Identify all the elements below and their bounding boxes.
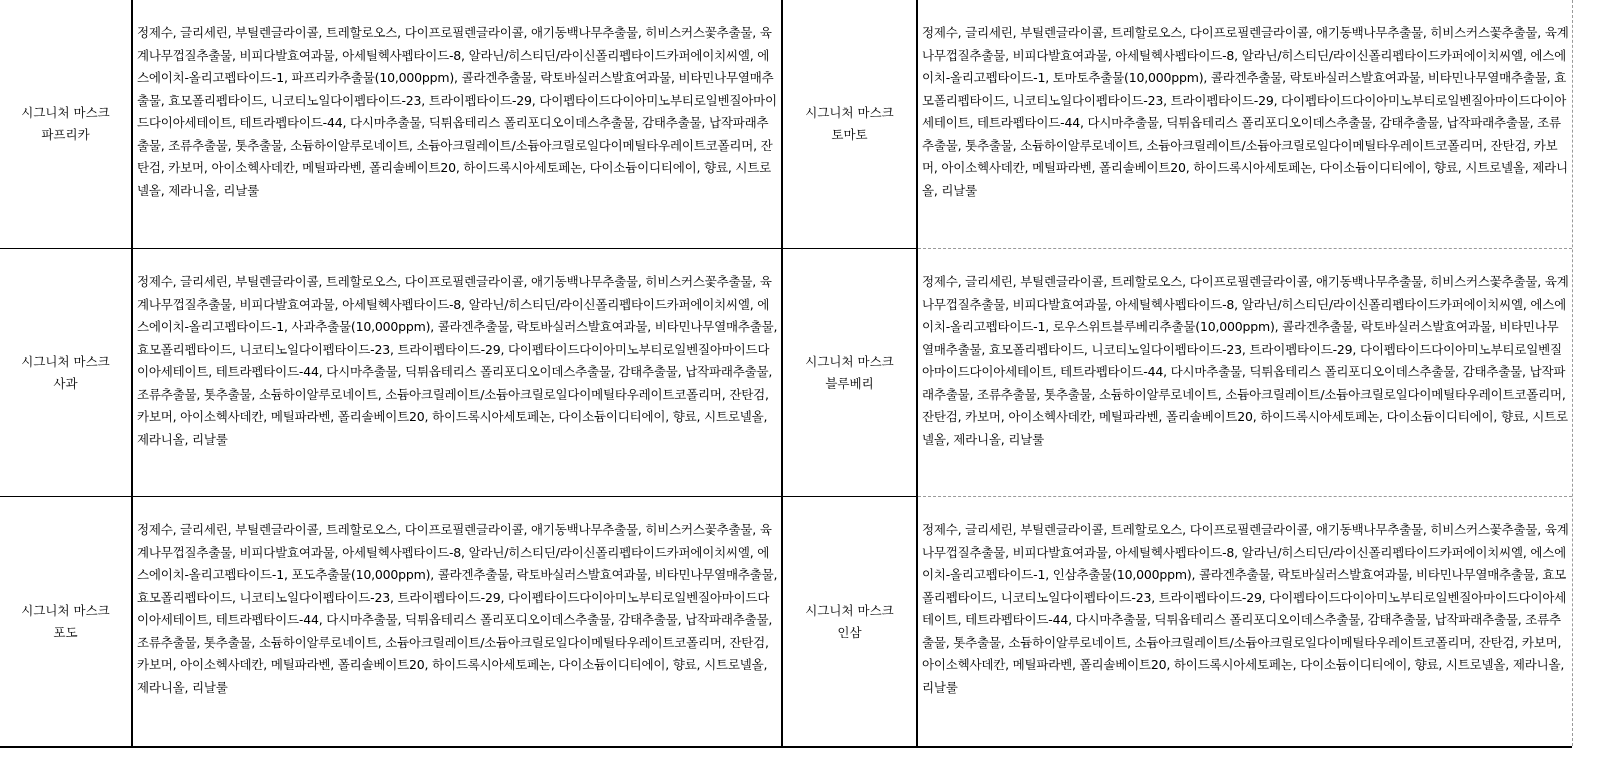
- product-name: 시그니처 마스크 파프리카: [21, 105, 110, 142]
- product-name-cell[interactable]: [0, 0, 133, 249]
- product-name-cell[interactable]: [783, 249, 918, 497]
- ingredients-cell[interactable]: [133, 249, 783, 497]
- ingredients-text: 정제수, 글리세린, 부틸렌글라이콜, 트레할로오스, 다이프로필렌글라이콜, 애기동백나무추출물, 히비스커스꽃추출물, 육계나무껍질추출물, 비피다발효여과물, 아세틸헥사펩타이드-8, 알라닌/히스티딘/라이신폴리펩타이드카퍼에이치씨엘, 에스에이치-올리고펩타이드-1, 파프리카추출물(10,000ppm), 콜라겐추출물, 락토바실러스발효여과물, 비타민나무열매추출물, 효모폴리펩타이드, 니코티노일다이펩타이드-23, 트라이펩타이드-29, 다이펩타이드다이아미노부티로일벤질아마이드다이아세테이트, 테트라펩타이드-44, 다시마추출물, 딕튀옵테리스 폴리포디오이데스추출물, 감태추출물, 납작파래추출물, 조류추출물, 톳추출물, 소듐하이알루로네이트, 소듐아크릴레이트/소듐아크릴로일다이메틸타우레이트코폴리머, 잔탄검, 카보머, 아이소헥사데칸, 메틸파라벤, 폴리솔베이트20, 하이드록시아세토페논, 다이소듐이디티에이, 향료, 시트로넬올, 제라니올, 리날룰: [137, 25, 777, 198]
- ingredients-text: 정제수, 글리세린, 부틸렌글라이콜, 트레할로오스, 다이프로필렌글라이콜, 애기동백나무추출물, 히비스커스꽃추출물, 육계나무껍질추출물, 비피다발효여과물, 아세틸헥사펩타이드-8, 알라닌/히스티딘/라이신폴리펩타이드카퍼에이치씨엘, 에스에이치-올리고펩타이드-1, 로우스위트블루베리추출물(10,000ppm), 콜라겐추출물, 락토바실러스발효여과물, 비타민나무열매추출물, 효모폴리펩타이드, 니코티노일다이펩타이드-23, 트라이펩타이드-29, 다이펩타이드다이아미노부티로일벤질아마이드다이아세테이트, 테트라펩타이드-44, 다시마추출물, 딕튀옵테리스 폴리포디오이데스추출물, 감태추출물, 납작파래추출물, 조류추출물, 톳추출물, 소듐하이알루로네이트, 소듐아크릴레이트/소듐아크릴로일다이메틸타우레이트코폴리머, 잔탄검, 카보머, 아이소헥사데칸, 메틸파라벤, 폴리솔베이트20, 하이드록시아세토페논, 다이소듐이디티에이, 향료, 시트로넬올, 제라니올, 리날룰: [922, 274, 1569, 447]
- product-name: 시그니처 마스크 포도: [21, 602, 110, 640]
- product-name-cell[interactable]: [0, 497, 133, 746]
- product-name: 시그니처 마스크 블루베리: [805, 353, 894, 391]
- product-name-cell[interactable]: [0, 249, 133, 497]
- product-name: 시그니처 마스크 사과: [21, 353, 110, 391]
- ingredients-text: 정제수, 글리세린, 부틸렌글라이콜, 트레할로오스, 다이프로필렌글라이콜, 애기동백나무추출물, 히비스커스꽃추출물, 육계나무껍질추출물, 비피다발효여과물, 아세틸헥사펩타이드-8, 알라닌/히스티딘/라이신폴리펩타이드카퍼에이치씨엘, 에스에이치-올리고펩타이드-1, 포도추출물(10,000ppm), 콜라겐추출물, 락토바실러스발효여과물, 비타민나무열매추출물, 효모폴리펩타이드, 니코티노일다이펩타이드-23, 트라이펩타이드-29, 다이펩타이드다이아미노부티로일벤질아마이드다이아세테이트, 테트라펩타이드-44, 다시마추출물, 딕튀옵테리스 폴리포디오이데스추출물, 감태추출물, 납작파래추출물, 조류추출물, 톳추출물, 소듐하이알루로네이트, 소듐아크릴레이트/소듐아크릴로일다이메틸타우레이트코폴리머, 잔탄검, 카보머, 아이소헥사데칸, 메틸파라벤, 폴리솔베이트20, 하이드록시아세토페논, 다이소듐이디티에이, 향료, 시트로넬올, 제라니올, 리날룰: [137, 522, 778, 695]
- product-name: 시그니처 마스크 인삼: [805, 602, 894, 640]
- ingredients-cell[interactable]: [133, 0, 783, 249]
- product-name-cell[interactable]: [783, 0, 918, 249]
- product-name-cell[interactable]: [783, 497, 918, 746]
- ingredients-cell[interactable]: [918, 249, 1572, 497]
- product-name: 시그니처 마스크 토마토: [805, 105, 894, 142]
- ingredients-cell[interactable]: [918, 0, 1572, 249]
- ingredients-text: 정제수, 글리세린, 부틸렌글라이콜, 트레할로오스, 다이프로필렌글라이콜, 애기동백나무추출물, 히비스커스꽃추출물, 육계나무껍질추출물, 비피다발효여과물, 아세틸헥사펩타이드-8, 알라닌/히스티딘/라이신폴리펩타이드카퍼에이치씨엘, 에스에이치-올리고펩타이드-1, 인삼추출물(10,000ppm), 콜라겐추출물, 락토바실러스발효여과물, 비타민나무열매추출물, 효모폴리펩타이드, 니코티노일다이펩타이드-23, 트라이펩타이드-29, 다이펩타이드다이아미노부티로일벤질아마이드다이아세테이트, 테트라펩타이드-44, 다시마추출물, 딕튀옵테리스 폴리포디오이데스추출물, 감태추출물, 납작파래추출물, 조류추출물, 톳추출물, 소듐하이알루로네이트, 소듐아크릴레이트/소듐아크릴로일다이메틸타우레이트코폴리머, 잔탄검, 카보머, 아이소헥사데칸, 메틸파라벤, 폴리솔베이트20, 하이드록시아세토페논, 다이소듐이디티에이, 향료, 시트로넬올, 제라니올, 리날룰: [922, 522, 1569, 695]
- ingredients-text: 정제수, 글리세린, 부틸렌글라이콜, 트레할로오스, 다이프로필렌글라이콜, 애기동백나무추출물, 히비스커스꽃추출물, 육계나무껍질추출물, 비피다발효여과물, 아세틸헥사펩타이드-8, 알라닌/히스티딘/라이신폴리펩타이드카퍼에이치씨엘, 에스에이치-올리고펩타이드-1, 토마토추출물(10,000ppm), 콜라겐추출물, 락토바실러스발효여과물, 비타민나무열매추출물, 효모폴리펩타이드, 니코티노일다이펩타이드-23, 트라이펩타이드-29, 다이펩타이드다이아미노부티로일벤질아마이드다이아세테이트, 테트라펩타이드-44, 다시마추출물, 딕튀옵테리스 폴리포디오이데스추출물, 감태추출물, 납작파래추출물, 조류추출물, 톳추출물, 소듐하이알루로네이트, 소듐아크릴레이트/소듐아크릴로일다이메틸타우레이트코폴리머, 잔탄검, 카보머, 아이소헥사데칸, 메틸파라벤, 폴리솔베이트20, 하이드록시아세토페논, 다이소듐이디티에이, 향료, 시트로넬올, 제라니올, 리날룰: [922, 25, 1569, 198]
- ingredients-text: 정제수, 글리세린, 부틸렌글라이콜, 트레할로오스, 다이프로필렌글라이콜, 애기동백나무추출물, 히비스커스꽃추출물, 육계나무껍질추출물, 비피다발효여과물, 아세틸헥사펩타이드-8, 알라닌/히스티딘/라이신폴리펩타이드카퍼에이치씨엘, 에스에이치-올리고펩타이드-1, 사과추출물(10,000ppm), 콜라겐추출물, 락토바실러스발효여과물, 비타민나무열매추출물, 효모폴리펩타이드, 니코티노일다이펩타이드-23, 트라이펩타이드-29, 다이펩타이드다이아미노부티로일벤질아마이드다이아세테이트, 테트라펩타이드-44, 다시마추출물, 딕튀옵테리스 폴리포디오이데스추출물, 감태추출물, 납작파래추출물, 조류추출물, 톳추출물, 소듐하이알루로네이트, 소듐아크릴레이트/소듐아크릴로일다이메틸타우레이트코폴리머, 잔탄검, 카보머, 아이소헥사데칸, 메틸파라벤, 폴리솔베이트20, 하이드록시아세토페논, 다이소듐이디티에이, 향료, 시트로넬올, 제라니올, 리날룰: [137, 274, 778, 447]
- ingredients-cell[interactable]: [133, 497, 783, 746]
- table-bottom-border: [0, 746, 1572, 748]
- ingredients-cell[interactable]: [918, 497, 1572, 746]
